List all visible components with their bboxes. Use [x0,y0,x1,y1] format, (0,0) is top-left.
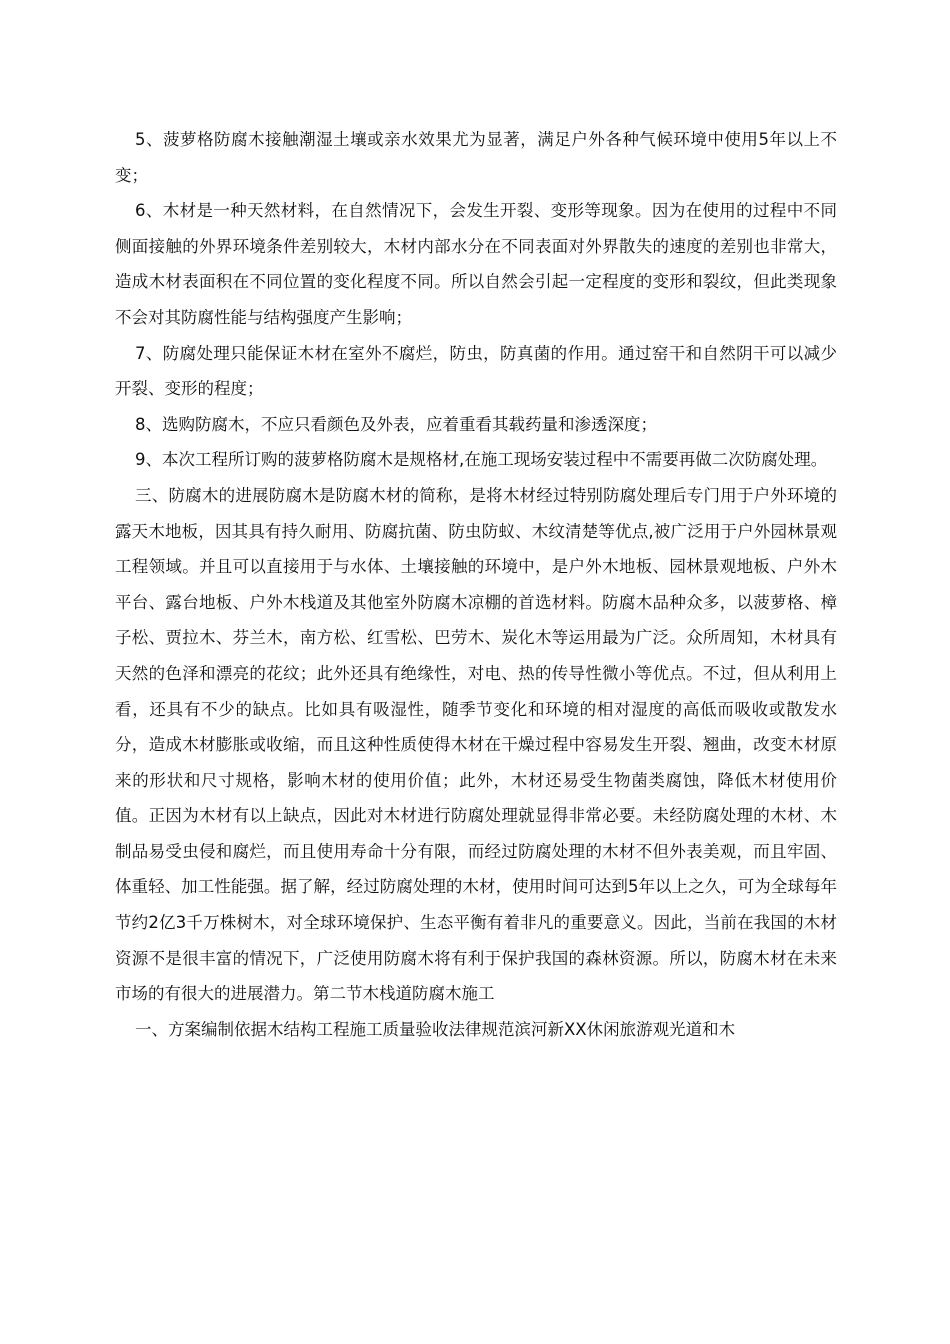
paragraph-item-7: 7、防腐处理只能保证木材在室外不腐烂，防虫，防真菌的作用。通过窑干和自然阴干可以减少开裂、变形的程度； [115,343,837,399]
document-body [115,122,837,1047]
paragraph-item-9: 9、本次工程所订购的菠萝格防腐木是规格材,在施工现场安装过程中不需要再做二次防腐处理。 [135,450,828,470]
paragraph-item-6: 6、木材是一种天然材料，在自然情况下，会发生开裂、变形等现象。因为在使用的过程中不同侧面接触的外界环境条件差别较大，木材内部水分在不同表面对外界散失的速度的差别也非常大，造成木材表面积在不同位置的变化程度不同。所以自然会引起一定程度的变形和裂纹，但此类现象不会对其防腐性能与结构强度产生影响； [115,201,837,327]
paragraph-section-three: 三、防腐木的进展防腐木是防腐木材的简称，是将木材经过特别防腐处理后专门用于户外环境的露天木地板，因其具有持久耐用、防腐抗菌、防虫防蚁、木纹清楚等优点,被广泛用于户外园林景观工程领域。并且可以直接用于与水体、土壤接触的环境中，是户外木地板、园林景观地板、户外木平台、露台地板、户外木栈道及其他室外防腐木凉棚的首选材料。防腐木品种众多，以菠萝格、樟子松、贾拉木、芬兰木，南方松、红雪松、巴劳木、炭化木等运用最为广泛。众所周知，木材具有天然的色泽和漂亮的花纹；此外还具有绝缘性，对电、热的传导性微小等优点。不过，但从利用上看，还具有不少的缺点。比如具有吸湿性，随季节变化和环境的相对湿度的高低而吸收或散发水分，造成木材膨胀或收缩，而且这种性质使得木材在干燥过程中容易发生开裂、翘曲，改变木材原来的形状和尺寸规格，影响木材的使用价值；此外，木材还易受生物菌类腐蚀，降低木材使用价值。正因为木材有以上缺点，因此对木材进行防腐处理就显得非常必要。未经防腐处理的木材、木制品易受虫侵和腐烂，而且使用寿命十分有限，而经过防腐处理的木材不但外表美观，而且牢固、体重轻、加工性能强。据了解，经过防腐处理的木材，使用时间可达到5年以上之久，可为全球每年节约2亿3千万株树木，对全球环境保护、生态平衡有着非凡的重要意义。因此，当前在我国的木材资源不是很丰富的情况下，广泛使用防腐木将有利于保护我国的森林资源。所以，防腐木材在未来市场的有很大的进展潜力。第二节木栈道防腐木施工 [115,485,837,1004]
paragraph-item-8: 8、选购防腐木，不应只看颜色及外表，应着重看其载药量和渗透深度； [135,414,657,434]
paragraph-section-one: 一、方案编制依据木结构工程施工质量验收法律规范滨河新XX休闲旅游观光道和木 [135,1019,736,1039]
paragraph-item-5: 5、菠萝格防腐木接触潮湿土壤或亲水效果尤为显著，满足户外各种气候环境中使用5年以上不变； [115,130,837,185]
